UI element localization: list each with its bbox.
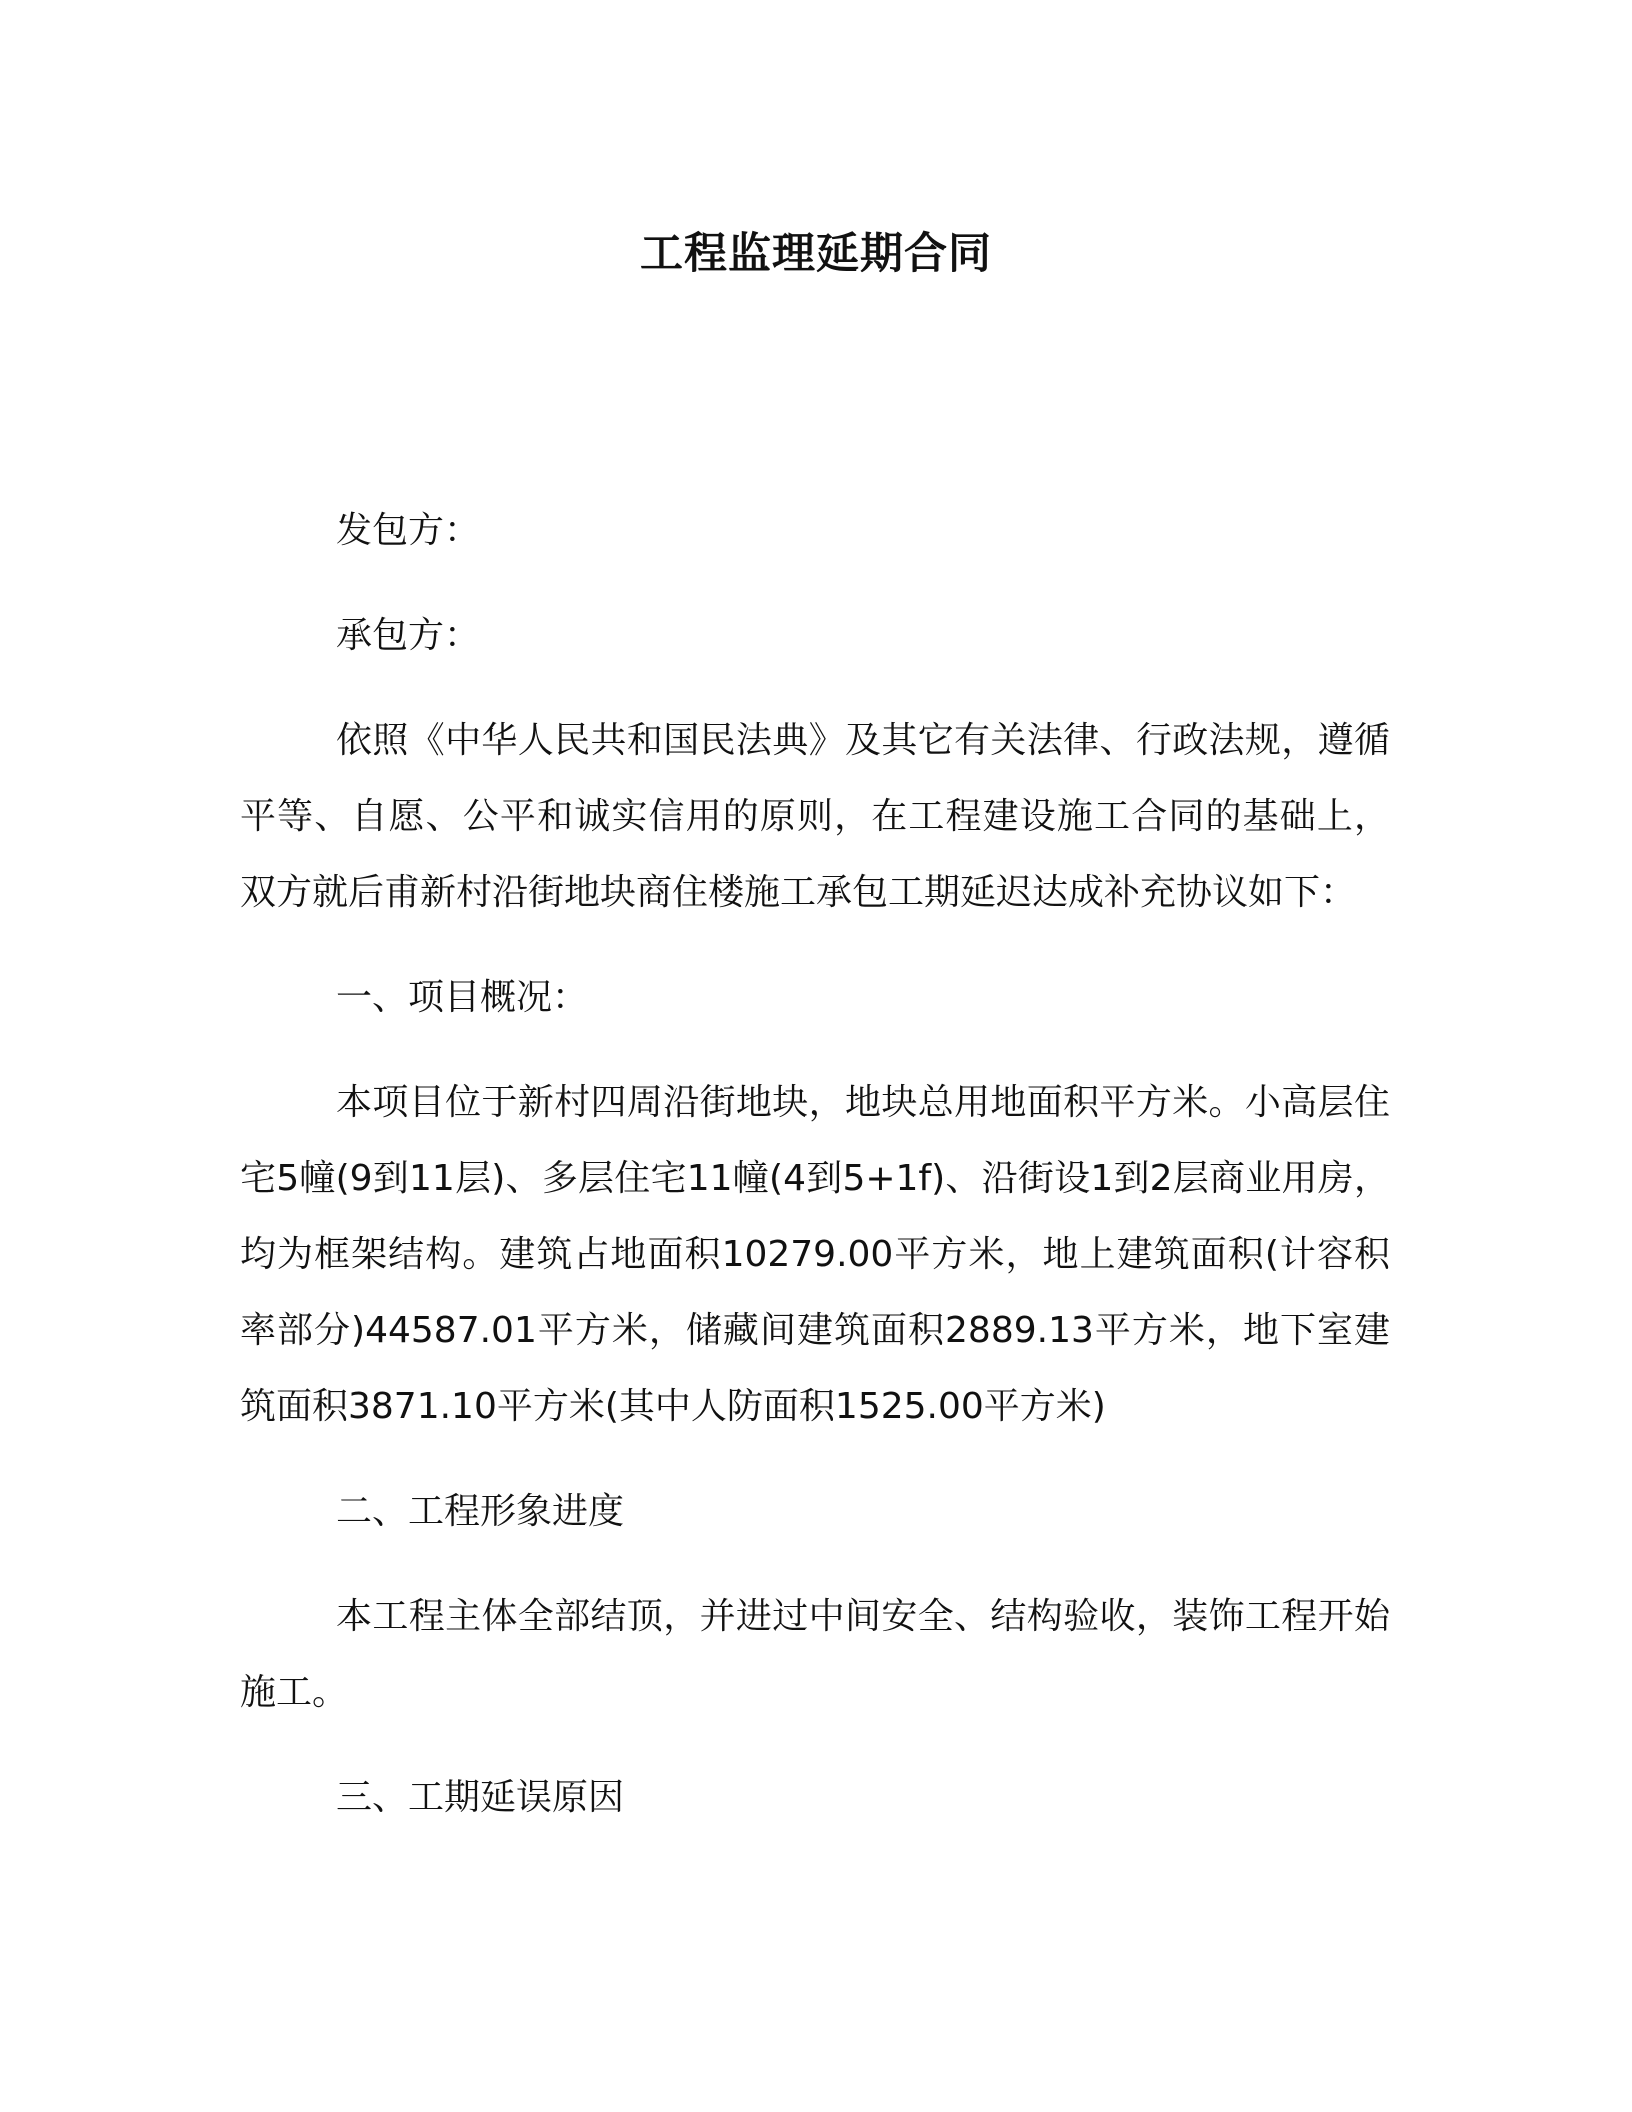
section-heading-delay-reason: 三、工期延误原因	[336, 1777, 625, 1818]
party-b-line: 承包方：	[336, 615, 481, 656]
document-title: 工程监理延期合同	[640, 229, 992, 279]
progress-paragraph: 本工程主体全部结顶，并进过中间安全、结构验收，装饰工程开始施工。	[240, 1596, 1390, 1713]
section-heading-project-overview: 一、项目概况：	[336, 977, 589, 1018]
party-a-line: 发包方：	[336, 510, 481, 551]
intro-paragraph: 依照《中华人民共和国民法典》及其它有关法律、行政法规，遵循平等、自愿、公平和诚实信用的原则，在工程建设施工合同的基础上，双方就后甫新村沿街地块商住楼施工承包工期延迟达成补充协议如下：	[240, 720, 1390, 913]
project-overview-paragraph: 本项目位于新村四周沿街地块，地块总用地面积平方米。小高层住宅5幢(9到11层)、多层住宅11幢(4到5+1f)、沿街设1到2层商业用房，均为框架结构。建筑占地面积10279.00平方米，地上建筑面积(计容积率部分)44587.01平方米，储藏间建筑面积2889.13平方米，地下室建筑面积3871.10平方米(其中人防面积1525.00平方米)	[240, 1082, 1390, 1427]
section-heading-progress: 二、工程形象进度	[336, 1491, 625, 1532]
document-body	[240, 493, 1390, 1836]
